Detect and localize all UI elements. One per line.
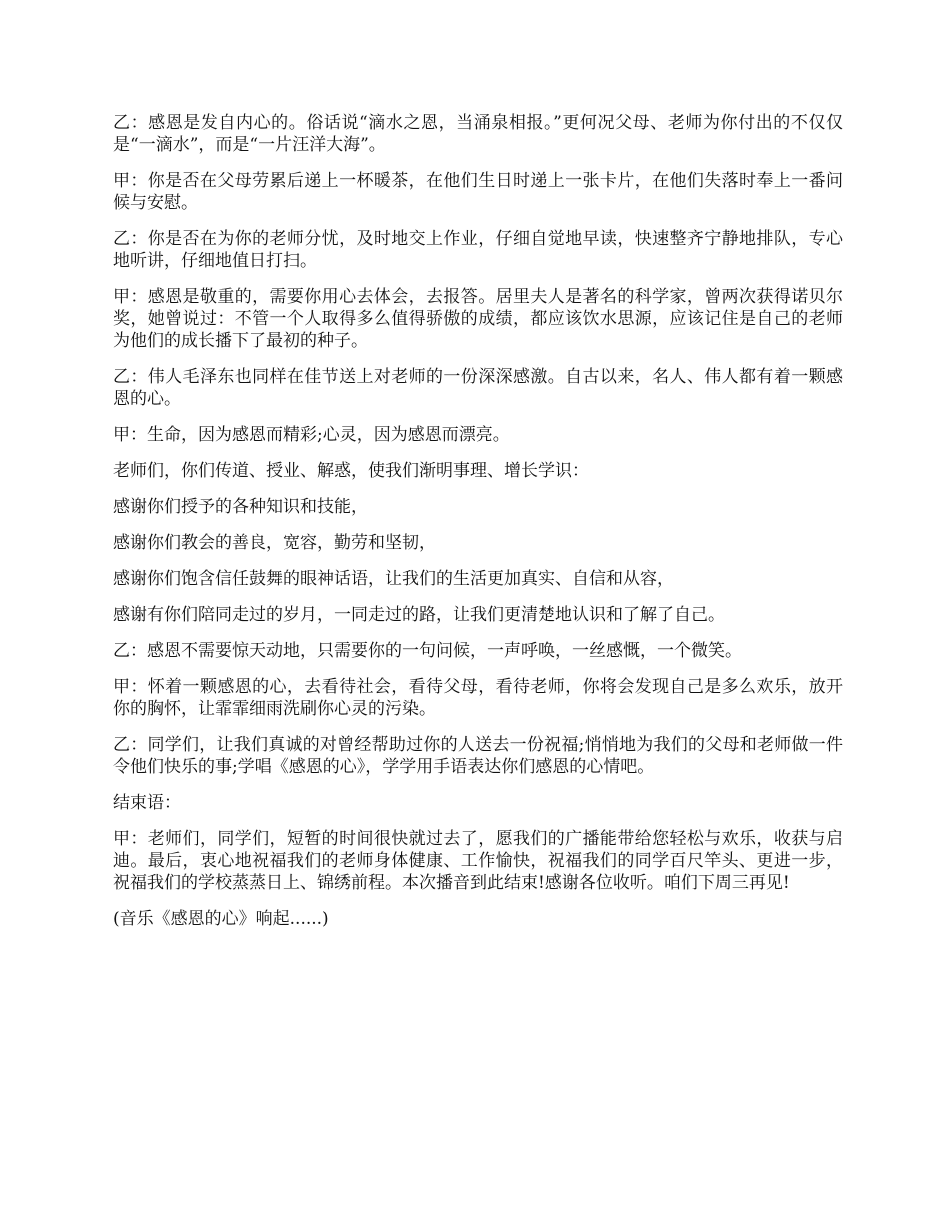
paragraph: 乙：你是否在为你的老师分忧，及时地交上作业，仔细自觉地早读，快速整齐宁静地排队，专心地听讲，仔细地值日打扫。	[113, 229, 843, 271]
section-heading: 结束语：	[113, 793, 181, 813]
paragraph: 感谢你们授予的各种知识和技能，	[113, 497, 368, 517]
document-page	[113, 112, 843, 944]
paragraph: 乙：同学们，让我们真诚的对曾经帮助过你的人送去一份祝福;悄悄地为我们的父母和老师做一件令他们快乐的事;学唱《感恩的心》，学学用手语表达你们感恩的心情吧。	[113, 735, 843, 777]
paragraph: 甲：怀着一颗感恩的心，去看待社会，看待父母，看待老师，你将会发现自己是多么欢乐，放开你的胸怀，让霏霏细雨洗刷你心灵的污染。	[113, 677, 843, 719]
paragraph: 乙：伟人毛泽东也同样在佳节送上对老师的一份深深感激。自古以来，名人、伟人都有着一颗感恩的心。	[113, 367, 843, 409]
paragraph: 甲：老师们，同学们，短暂的时间很快就过去了，愿我们的广播能带给您轻松与欢乐，收获与启迪。最后，衷心地祝福我们的老师身体健康、工作愉快，祝福我们的同学百尺竿头、更进一步，祝福我们的学校蒸蒸日上、锦绣前程。本次播音到此结束!感谢各位收听。咱们下周三再见!	[113, 829, 843, 893]
paragraph: 甲：你是否在父母劳累后递上一杯暖茶，在他们生日时递上一张卡片，在他们失落时奉上一番问候与安慰。	[113, 171, 843, 213]
stage-direction: (音乐《感恩的心》响起......)	[113, 909, 329, 929]
paragraph: 甲：感恩是敬重的，需要你用心去体会，去报答。居里夫人是著名的科学家，曾两次获得诺贝尔奖，她曾说过：不管一个人取得多么值得骄傲的成绩，都应该饮水思源，应该记住是自己的老师为他们的成长播下了最初的种子。	[113, 287, 843, 351]
paragraph: 感谢你们饱含信任鼓舞的眼神话语，让我们的生活更加真实、自信和从容，	[113, 569, 674, 589]
paragraph: 感谢你们教会的善良，宽容，勤劳和坚韧，	[113, 533, 436, 553]
paragraph: 乙：感恩是发自内心的。俗话说“滴水之恩，当涌泉相报。”更何况父母、老师为你付出的不仅仅是“一滴水”，而是“一片汪洋大海”。	[113, 113, 843, 155]
paragraph: 乙：感恩不需要惊天动地，只需要你的一句问候，一声呼唤，一丝感慨，一个微笑。	[113, 641, 742, 661]
paragraph: 感谢有你们陪同走过的岁月，一同走过的路，让我们更清楚地认识和了解了自己。	[113, 605, 725, 625]
paragraph: 甲：生命，因为感恩而精彩;心灵，因为感恩而漂亮。	[113, 425, 510, 445]
paragraph: 老师们，你们传道、授业、解惑，使我们渐明事理、增长学识：	[113, 461, 589, 481]
